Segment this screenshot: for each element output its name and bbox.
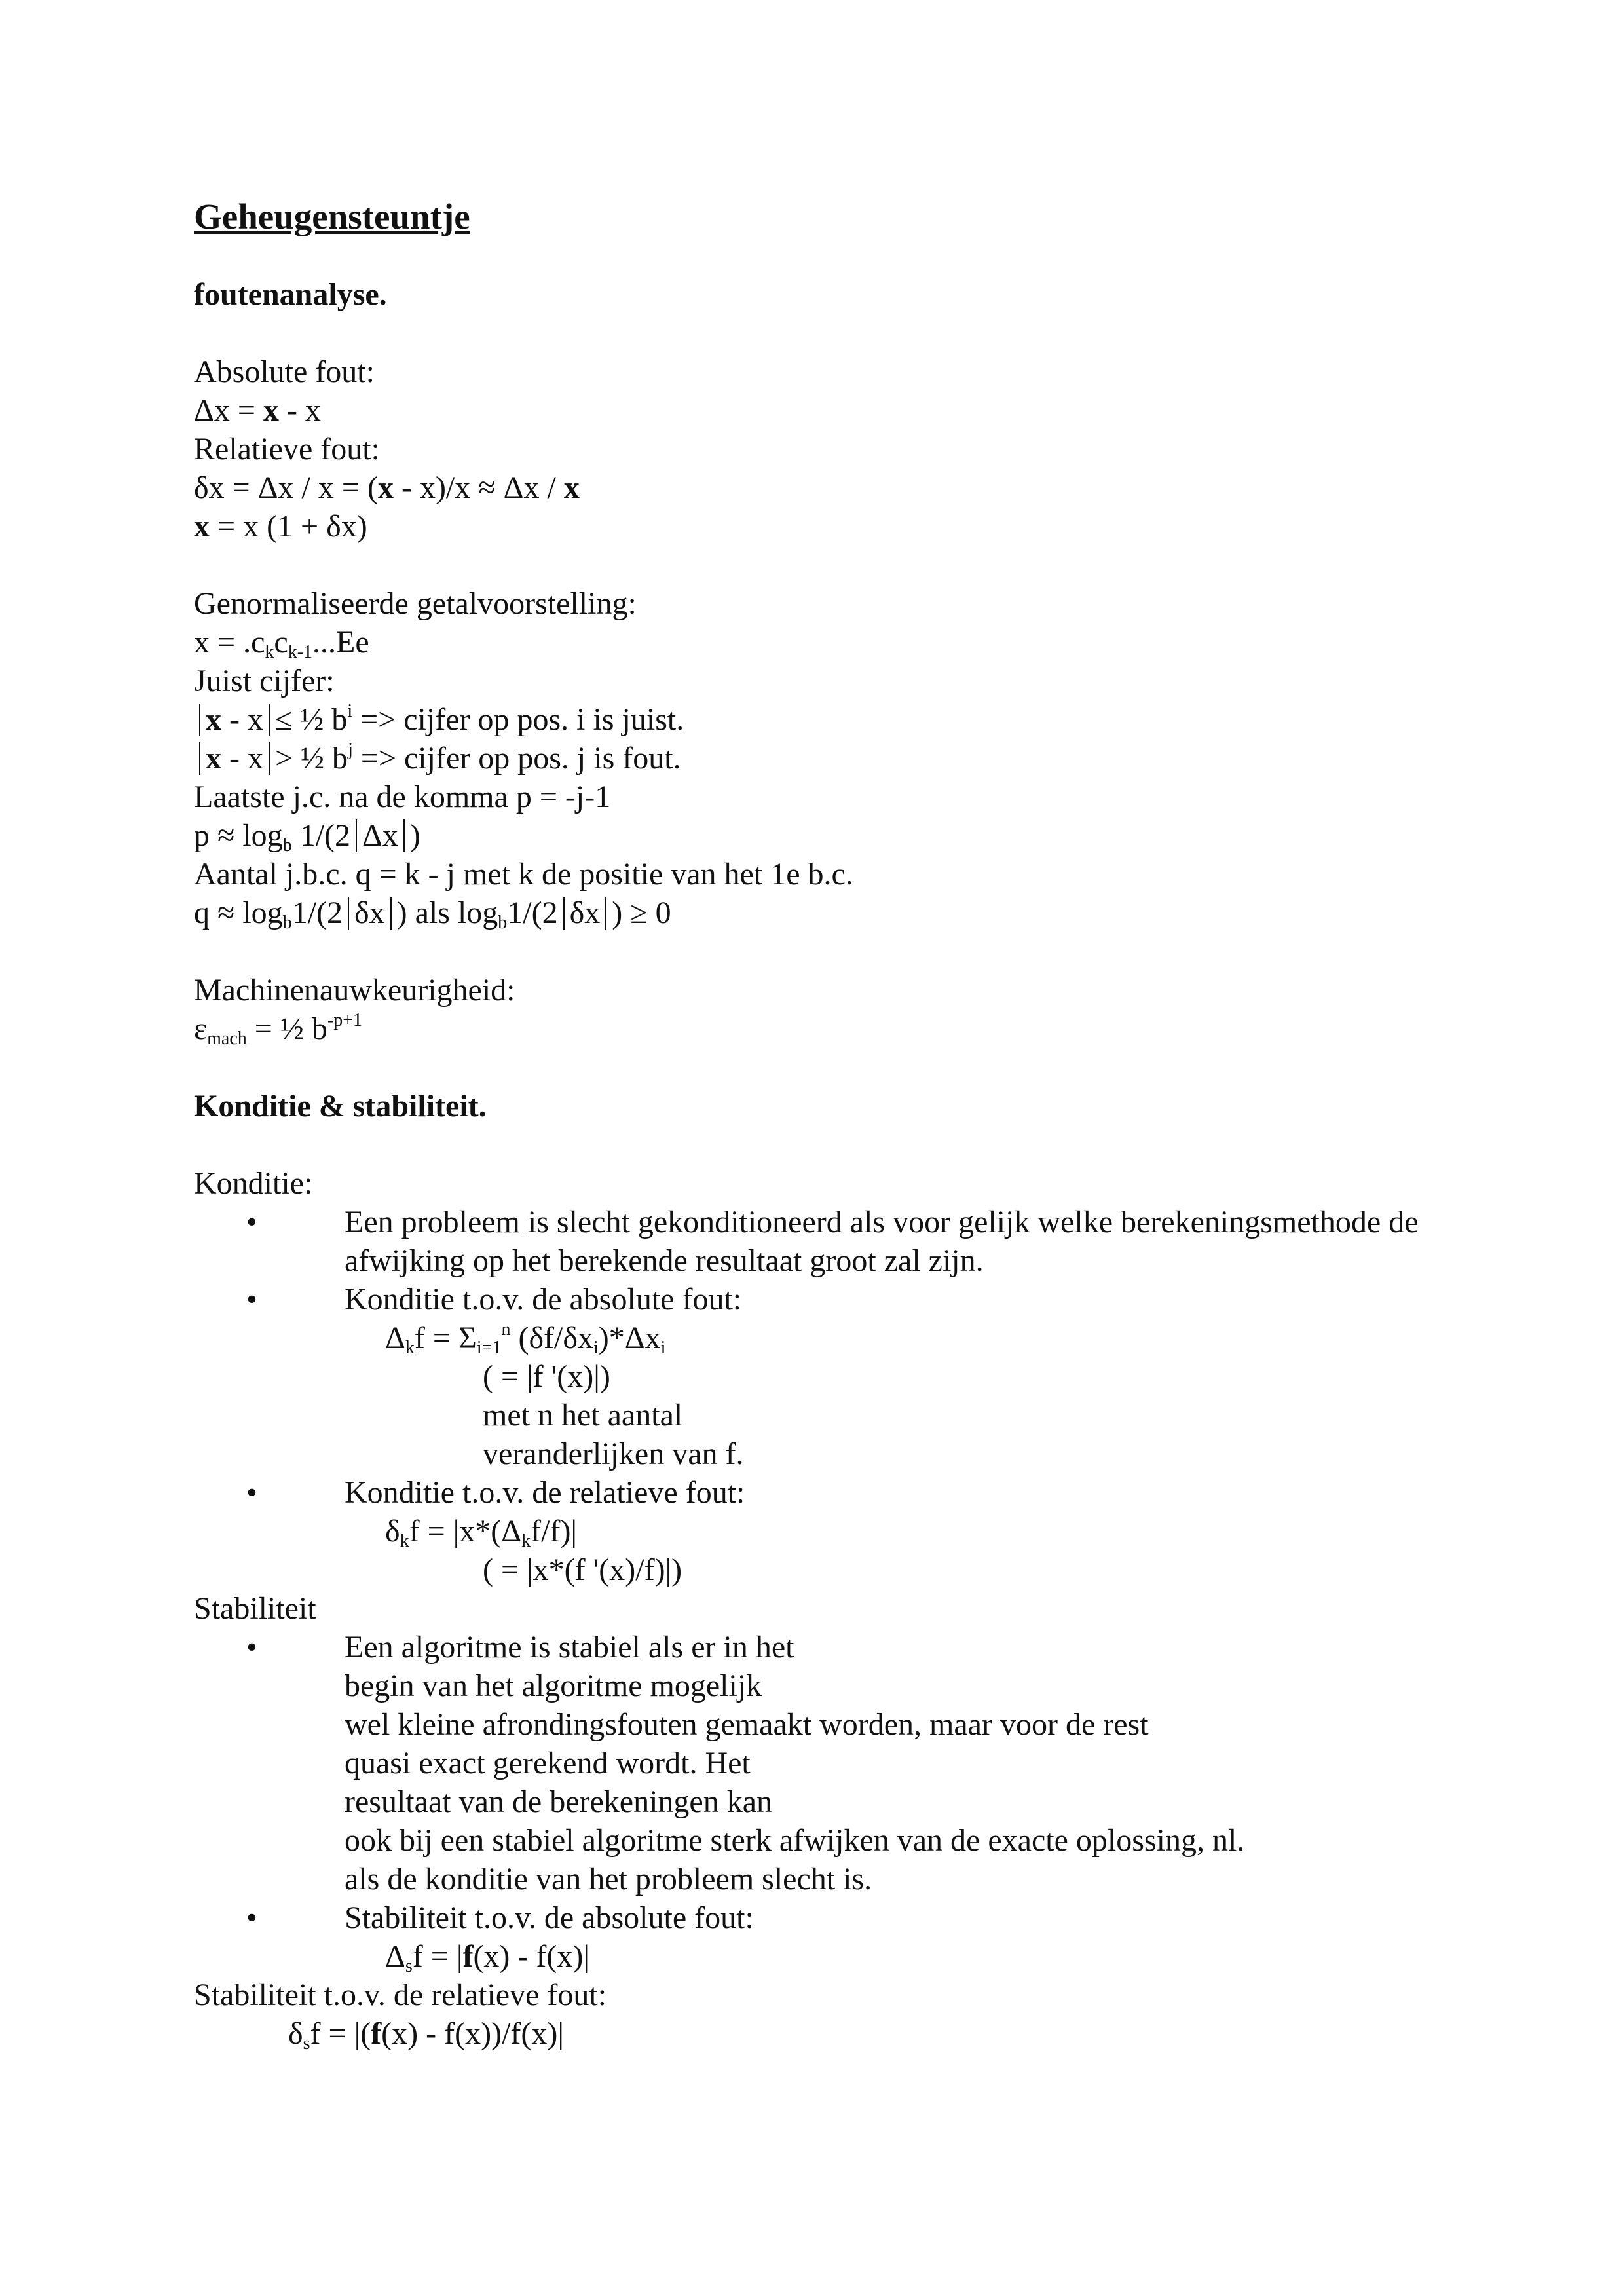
juist-cijfer-line-1: x - x ≤ ½ $b^i$ => cijfer op pos. i is juist. <box>194 700 1504 739</box>
stabiliteit-relatieve-label: Stabiliteit t.o.v. de relatieve fout: <box>194 1978 607 2012</box>
section-heading-konditie: Konditie & stabiliteit. <box>194 1089 487 1123</box>
document-body <box>194 275 1504 2053</box>
relatieve-fout-formula: δx = Δx / x = (x - x)/x ≈ Δx / x <box>194 470 580 505</box>
relatieve-fout-label: Relatieve fout: <box>194 432 380 466</box>
section-heading-foutenanalyse: foutenanalyse. <box>194 277 387 312</box>
stabiliteit-label: Stabiliteit <box>194 1591 316 1626</box>
bullet-item-konditie-absolute: • Konditie t.o.v. de absolute fout: <box>246 1280 1504 1319</box>
konditie-label: Konditie: <box>194 1166 313 1201</box>
stabiliteit-relatieve-formula: $\delta_sf = |(f(x) - f(x))/f(x)|$ <box>288 2016 564 2054</box>
bullet-item-stabiliteit-absolute: • Stabiliteit t.o.v. de absolute fout: <box>246 1898 1504 1937</box>
genormaliseerd-formula: $x = .c_kc_{k-1}...Ee$ <box>194 625 369 662</box>
absolute-fout-label: Absolute fout: <box>194 354 375 389</box>
konditie-absolute-formula: $\Delta_kf = \Sigma_{i=1}^n$ $(\delta f/\delta x_i)*\Delta x_i$ <box>385 1319 666 1358</box>
juist-cijfer-label: Juist cijfer: <box>194 664 335 698</box>
juist-cijfer-line-2: x - x > ½ $b^j$ => cijfer op pos. j is fout. <box>194 739 1504 778</box>
konditie-relatieve-formula: $\delta_kf = |x*(\Delta_kf/f)|$ <box>385 1514 578 1551</box>
konditie-absolute-note-2: met n het aantal <box>483 1398 683 1433</box>
bullet-icon: • <box>246 1282 257 1317</box>
aantal-jbc-line: Aantal j.b.c. q = k - j met k de positie van het 1e b.c. <box>194 857 853 892</box>
bullet-icon: • <box>246 1475 257 1510</box>
absolute-fout-formula: Δx = x - x <box>194 393 321 428</box>
laatste-jc-line: Laatste j.c. na de komma p = -j-1 <box>194 780 611 814</box>
konditie-relatieve-note: ( = |x*(f '(x)/f)|) <box>483 1553 682 1587</box>
stabiliteit-absolute-formula: $\Delta_sf = |f(x) - f(x)|$ <box>385 1939 589 1976</box>
genormaliseerd-label: Genormaliseerde getalvoorstelling: <box>194 586 637 621</box>
machine-formula: $\varepsilon_{mach}$ = ½ $b^{-p+1}$ <box>194 1010 362 1049</box>
bullet-item-slecht-gekonditioneerd: • Een probleem is slecht gekonditioneerd als voor gelijk welke berekeningsmethode de afwijking op het berekende resultaat groot zal zijn. <box>246 1203 1504 1280</box>
bullet-item-konditie-relatieve: • Konditie t.o.v. de relatieve fout: <box>246 1473 1504 1512</box>
konditie-absolute-note-1: ( = |f '(x)|) <box>483 1359 610 1394</box>
page-title: Geheugensteuntje <box>194 197 470 236</box>
bullet-icon: • <box>246 1205 257 1239</box>
bullet-item-stabiel-algoritme: • Een algoritme is stabiel als er in het begin van het algoritme mogelijk wel kleine afrondingsfouten gemaakt worden, maar voor de rest quasi exact gerekend wordt. Het resultaat van de berekeningen kan ook bij een stabiel algoritme sterk afwijken van de exacte oplossing, nl. als de konditie van het probleem slecht is. <box>246 1628 1504 1898</box>
relatieve-fout-formula-2: x = x (1 + δx) <box>194 509 367 544</box>
p-formula: $p \approx \log_b 1/(2$ Δx ) <box>194 818 420 856</box>
bullet-icon: • <box>246 1630 257 1665</box>
bullet-icon: • <box>246 1900 257 1935</box>
konditie-absolute-note-3: veranderlijken van f. <box>483 1437 744 1471</box>
machine-label: Machinenauwkeurigheid: <box>194 973 515 1007</box>
q-formula: $q \approx \log_b1/(2$ δx ) als $\log_b1/(2$ δx ) ≥ 0 <box>194 895 671 933</box>
